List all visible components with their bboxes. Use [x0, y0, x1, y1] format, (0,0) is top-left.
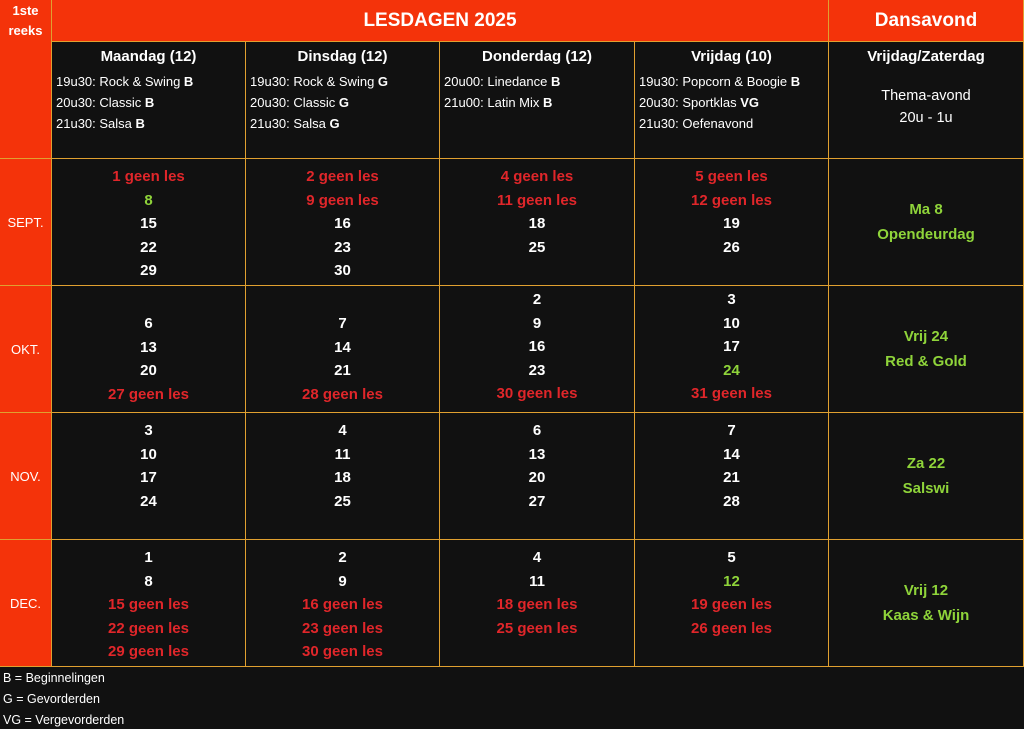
day-name: Dinsdag (12): [297, 48, 388, 65]
dansavond-title: Dansavond: [829, 0, 1024, 42]
date-cell: [52, 159, 246, 286]
date-entry: 30: [334, 262, 351, 279]
lesson-line: [56, 92, 241, 113]
lesson-text: 19u30: Popcorn & Boogie: [639, 74, 791, 89]
date-cell: [440, 159, 635, 286]
lesson-text: 21u30: Oefenavond: [639, 116, 754, 131]
date-entry: 11: [529, 572, 545, 590]
dansavond-event: [829, 413, 1024, 540]
event-name: Salswi: [902, 480, 950, 497]
date-cell: [635, 286, 829, 413]
date-entry: 20: [140, 362, 157, 379]
date-cell: [52, 540, 246, 667]
date-entry: 21: [334, 362, 351, 379]
date-cell: [246, 159, 440, 286]
lesson-level: B: [183, 74, 194, 89]
date-entry: 13: [528, 445, 546, 463]
event-date: Ma 8: [909, 201, 943, 218]
lesson-level: B: [550, 74, 561, 89]
date-entry: 4: [338, 422, 347, 439]
date-entry: 14: [723, 445, 740, 463]
date-entry: 19 geen les: [691, 596, 772, 613]
lesson-text: 19u30: Rock & Swing: [56, 74, 184, 89]
event-name: Opendeurdag: [877, 226, 975, 243]
lesson-line: [56, 71, 241, 92]
date-entry: 18: [334, 469, 351, 486]
legend-item: G = Gevorderden: [3, 692, 100, 706]
date-cell: [52, 286, 246, 413]
date-entry: 6: [144, 315, 153, 332]
date-entry: 11: [334, 445, 351, 463]
date-entry: 16: [334, 215, 351, 232]
date-entry: 12: [723, 572, 740, 590]
lesson-level: G: [329, 116, 340, 131]
date-cell: [52, 413, 246, 540]
date-entry: 3: [144, 422, 153, 439]
date-entry: 10: [723, 314, 740, 332]
lesson-line: [639, 71, 824, 92]
date-entry: 5 geen les: [695, 168, 768, 185]
date-entry: 29 geen les: [108, 643, 189, 660]
date-entry: 3: [727, 291, 736, 308]
dansavond-event: [829, 540, 1024, 667]
event-name: Kaas & Wijn: [882, 607, 970, 624]
date-cell: [246, 286, 440, 413]
lesson-text: 21u00: Latin Mix: [444, 95, 544, 110]
event-date: Za 22: [906, 455, 946, 472]
date-entry: 30 geen les: [496, 385, 578, 402]
dansavond-hours: 20u - 1u: [899, 110, 953, 126]
date-entry: 4 geen les: [500, 168, 574, 185]
lesson-line: [639, 92, 824, 113]
date-entry: 1: [144, 549, 153, 566]
date-entry: 20: [528, 469, 546, 486]
lesson-text: 20u30: Classic: [56, 95, 145, 110]
date-cell: [440, 540, 635, 667]
date-entry: 5: [727, 549, 736, 566]
date-entry: 6: [532, 422, 542, 439]
month-label: OKT.: [0, 286, 52, 413]
date-entry: 27 geen les: [108, 385, 189, 403]
date-entry: 19: [723, 215, 740, 232]
date-entry: 25 geen les: [496, 619, 578, 637]
legend-item: VG = Vergevorderden: [3, 713, 125, 727]
date-entry: 25: [528, 238, 546, 256]
lesson-text: 20u30: Classic: [250, 95, 339, 110]
event-date: Vrij 24: [903, 328, 949, 345]
date-entry: 8: [144, 191, 153, 209]
date-entry: 26 geen les: [691, 619, 772, 637]
date-entry: 28: [723, 492, 740, 510]
date-entry: 21: [723, 469, 740, 486]
date-entry: 30 geen les: [302, 643, 383, 660]
dansavond-theme: Thema-avond: [881, 88, 971, 104]
date-entry: 22 geen les: [108, 619, 189, 637]
date-entry: 23: [528, 361, 546, 379]
lesson-line: [250, 71, 435, 92]
date-entry: 25: [334, 492, 351, 510]
lesson-level: B: [144, 95, 155, 110]
day-header: [440, 42, 635, 159]
date-entry: 24: [140, 492, 157, 510]
date-cell: [440, 286, 635, 413]
date-entry: 9: [532, 314, 542, 332]
event-date: Vrij 12: [903, 582, 949, 599]
lesson-text: 21u30: Salsa: [56, 116, 136, 131]
event-name: Red & Gold: [885, 353, 967, 370]
date-entry: 31 geen les: [691, 385, 772, 402]
lesson-line: [250, 113, 435, 134]
lesson-line: [444, 92, 630, 113]
date-cell: [246, 540, 440, 667]
month-label: DEC.: [0, 540, 52, 667]
reeks-line: 1ste: [12, 3, 39, 18]
lesson-level: B: [135, 116, 145, 131]
lesson-line: [56, 113, 241, 134]
date-entry: 26: [723, 238, 740, 256]
dansavond-header: [829, 42, 1024, 159]
date-entry: 13: [140, 338, 157, 356]
lesson-text: 21u30: Salsa: [250, 116, 330, 131]
date-entry: 16 geen les: [302, 596, 383, 613]
date-cell: [635, 540, 829, 667]
lesson-line: [639, 113, 824, 134]
day-name: Donderdag (12): [481, 48, 592, 65]
date-entry: 1 geen les: [112, 168, 185, 185]
date-cell: [635, 413, 829, 540]
lesson-line: [444, 71, 630, 92]
date-entry: 16: [528, 338, 546, 355]
lesson-text: 20u30: Sportklas: [639, 95, 741, 110]
reeks-label: [0, 0, 52, 159]
month-label: SEPT.: [0, 159, 52, 286]
lesson-level: B: [543, 95, 553, 110]
date-cell: [246, 413, 440, 540]
date-entry: 24: [723, 361, 740, 379]
lesson-level: VG: [740, 95, 759, 110]
lesson-text: 20u00: Linedance: [444, 74, 551, 89]
legend: [0, 667, 1024, 729]
date-entry: 7: [727, 422, 736, 439]
date-cell: [440, 413, 635, 540]
month-label: NOV.: [0, 413, 52, 540]
date-entry: 23 geen les: [302, 619, 383, 637]
reeks-line: reeks: [8, 23, 43, 38]
day-header: [635, 42, 829, 159]
date-entry: 11 geen les: [496, 191, 578, 209]
date-entry: 2: [532, 291, 542, 308]
day-name: Vrijdag (10): [691, 48, 772, 65]
date-entry: 14: [334, 338, 351, 356]
lesson-line: [250, 92, 435, 113]
date-cell: [635, 159, 829, 286]
date-entry: 27: [528, 492, 546, 510]
date-entry: 8: [144, 572, 153, 590]
date-entry: 12 geen les: [691, 191, 772, 209]
date-entry: 10: [140, 445, 157, 463]
lesson-level: G: [377, 74, 389, 89]
lesson-text: 19u30: Rock & Swing: [250, 74, 378, 89]
date-entry: 29: [140, 262, 157, 279]
legend-item: B = Beginnelingen: [3, 671, 105, 685]
date-entry: 9 geen les: [306, 191, 379, 209]
page-title: LESDAGEN 2025: [52, 0, 829, 42]
date-entry: 9: [338, 572, 347, 590]
date-entry: 22: [140, 238, 157, 256]
day-header: [52, 42, 246, 159]
day-header: [246, 42, 440, 159]
day-name: Maandag (12): [100, 48, 197, 65]
date-entry: 18: [528, 215, 546, 232]
lesson-level: G: [338, 95, 350, 110]
date-entry: 18 geen les: [496, 596, 578, 613]
dansavond-event: [829, 159, 1024, 286]
date-entry: 23: [334, 238, 351, 256]
dansavond-days: Vrijdag/Zaterdag: [867, 48, 985, 65]
date-entry: 15: [140, 215, 157, 232]
date-entry: 15 geen les: [108, 596, 189, 613]
date-entry: 2: [338, 549, 347, 566]
date-entry: 4: [532, 549, 542, 566]
dansavond-event: [829, 286, 1024, 413]
lesson-level: B: [790, 74, 801, 89]
date-entry: 28 geen les: [302, 385, 383, 403]
date-entry: 17: [140, 469, 157, 486]
date-entry: 7: [338, 315, 347, 332]
date-entry: 17: [723, 338, 740, 355]
date-entry: 2 geen les: [306, 168, 379, 185]
